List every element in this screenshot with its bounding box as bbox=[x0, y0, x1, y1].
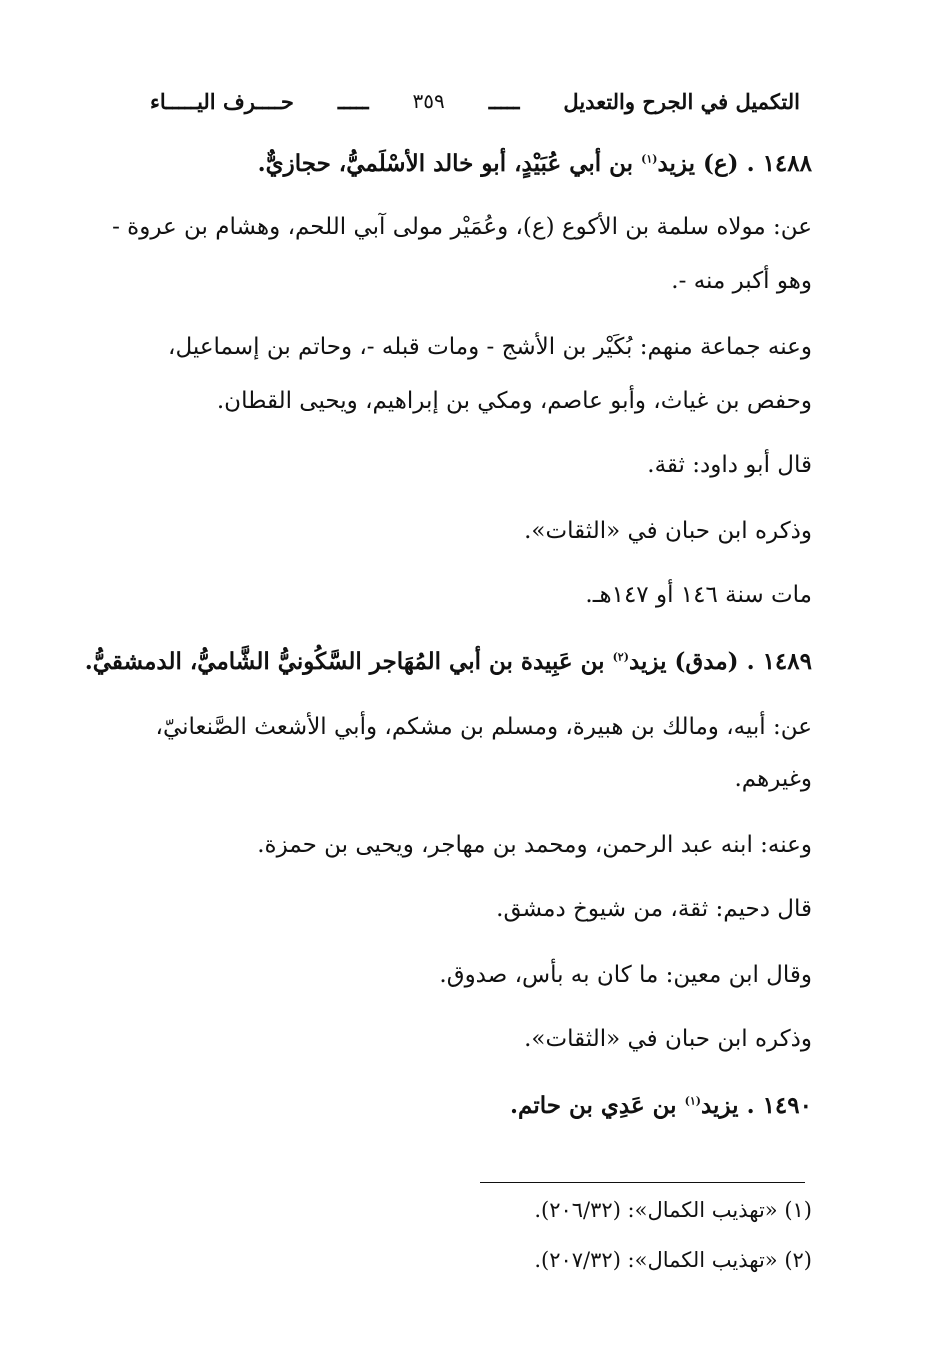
entry-name: يزيد bbox=[657, 150, 696, 177]
entry-symbol: (مدق) bbox=[674, 648, 739, 675]
footnote-ref: (٢) bbox=[612, 650, 629, 664]
entry-number: ١٤٨٨ . bbox=[746, 150, 812, 177]
text-line: عن: مولاه سلمة بن الأكوع (ع)، وعُمَيْر مولى آبي اللحم، وهشام بن عروة - bbox=[112, 214, 812, 240]
running-header bbox=[150, 84, 800, 118]
text-line: وغيرهم. bbox=[734, 766, 812, 792]
footnote-ref: (١) bbox=[684, 1094, 701, 1108]
text-line: وعنه جماعة منهم: بُكَيْر بن الأشج - ومات قبله -، وحاتم بن إسماعيل، bbox=[168, 334, 812, 360]
footnote: (١) «تهذيب الكمال»: (٢٠٦/٣٢). bbox=[534, 1198, 812, 1222]
header-dash: ـــــ bbox=[488, 88, 520, 114]
footnote-divider bbox=[480, 1182, 805, 1183]
page-number: ٣٥٩ bbox=[412, 89, 445, 113]
text-line: وحفص بن غياث، وأبو عاصم، ومكي بن إبراهيم، ويحيى القطان. bbox=[216, 388, 812, 414]
header-dash: ـــــ bbox=[337, 88, 369, 114]
entry-name-rest: بن عَبِيدة بن أبي المُهَاجر السَّكُونيُّ الشَّاميُّ، الدمشقيُّ. bbox=[84, 648, 605, 675]
text-line: قال دحيم: ثقة، من شيوخ دمشق. bbox=[496, 896, 812, 922]
text-line: وذكره ابن حبان في «الثقات». bbox=[524, 518, 812, 544]
text-line: وذكره ابن حبان في «الثقات». bbox=[524, 1026, 812, 1052]
entry-name-rest: بن أبي عُبَيْدٍ، أبو خالد الأسْلَميُّ، حجازيٌّ. bbox=[257, 150, 634, 177]
entry-heading bbox=[85, 648, 812, 676]
footnote: (٢) «تهذيب الكمال»: (٢٠٧/٣٢). bbox=[534, 1248, 812, 1272]
text-line: مات سنة ١٤٦ أو ١٤٧هـ. bbox=[585, 582, 812, 608]
entry-symbol: (ع) bbox=[703, 150, 739, 177]
text-line: وعنه: ابنه عبد الرحمن، ومحمد بن مهاجر، ويحيى بن حمزة. bbox=[257, 832, 812, 858]
text-line: عن: أبيه، ومالك بن هبيرة، ومسلم بن مشكم، وأبي الأشعث الصَّنعانيّ، bbox=[155, 714, 812, 740]
book-title: التكميل في الجرح والتعديل bbox=[563, 88, 800, 114]
entry-name: يزيد bbox=[700, 1092, 739, 1119]
text-line: قال أبو داود: ثقة. bbox=[647, 452, 812, 478]
entry-number: ١٤٩٠ . bbox=[746, 1092, 812, 1119]
section-title: حــــرف اليـــــاء bbox=[150, 88, 294, 114]
entry-heading bbox=[510, 1092, 812, 1120]
text-line: وهو أكبر منه -. bbox=[671, 268, 812, 294]
entry-heading bbox=[258, 150, 812, 178]
entry-number: ١٤٨٩ . bbox=[746, 648, 812, 675]
entry-name: يزيد bbox=[628, 648, 667, 675]
entry-name-rest: بن عَدِي بن حاتم. bbox=[510, 1092, 677, 1119]
text-line: وقال ابن معين: ما كان به بأس، صدوق. bbox=[439, 962, 812, 988]
footnote-ref: (١) bbox=[641, 152, 658, 166]
